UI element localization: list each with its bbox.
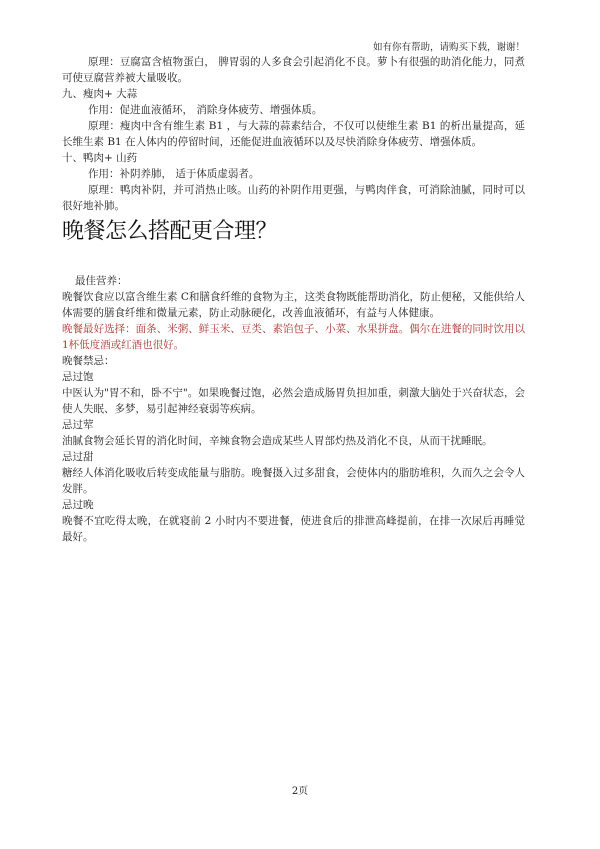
- taboo-text-overeating: 中医认为"胃不和，卧不宁"。如果晚餐过饱，必然会造成肠胃负担加重，刺激大脑处于兴奋状态，会使人失眠、多梦，易引起神经衰弱等疾病。: [62, 387, 525, 415]
- item-10-effect: 作用：补阴养肺， 适于体质虚弱者。: [88, 168, 260, 180]
- nutrition-text: 晚餐饮食应以富含维生素 C和膳食纤维的食物为主，这类食物既能帮助消化，防止便秘，又能供给人体需要的膳食纤维和微量元素，防止动脉硬化，改善血液循环，有益与人体健康。: [62, 291, 525, 319]
- download-note: 如有你有帮助，请购买下载，谢谢！: [372, 42, 525, 53]
- taboo-title-sweet: 忌过甜: [62, 451, 94, 463]
- page-number: 2页: [291, 786, 309, 797]
- taboo-text-sweet: 糖经人体消化吸收后转变成能量与脂肪。晚餐摄入过多甜食，会使体内的脂肪堆积，久而久之会令人发胖。: [62, 467, 525, 495]
- taboos-label: 晚餐禁忌：: [62, 355, 115, 367]
- taboo-title-overeating: 忌过饱: [62, 371, 94, 383]
- item-9-effect: 作用：促进血液循环， 消除身体疲劳、增强体质。: [88, 104, 323, 116]
- item-10-title: 十、鸭肉+ 山药: [62, 152, 138, 164]
- taboo-text-late: 晚餐不宜吃得太晚，在就寝前 2 小时内不要进餐，使进食后的排泄高峰提前，在排一次尿后再睡觉最好。: [62, 515, 525, 543]
- taboo-title-greasy: 忌过荤: [62, 419, 94, 431]
- taboo-text-greasy: 油腻食物会延长胃的消化时间，辛辣食物会造成某些人胃部灼热及消化不良，从而干扰睡眠。: [62, 435, 493, 447]
- item-10-principle: 原理：鸭肉补阴，并可消热止咳。山药的补阴作用更强，与鸭肉伴食，可消除油腻，同时可以很好地补肺。: [62, 184, 525, 212]
- item-9-title: 九、瘦肉+ 大蒜: [62, 88, 138, 100]
- document-body: [62, 54, 525, 545]
- dinner-heading: 晚餐怎么搭配更合理？: [62, 219, 278, 244]
- dinner-recommendation: 晚餐最好选择：面条、米粥、鲜玉米、豆类、素馅包子、小菜、水果拼盘。偶尔在进餐的同时饮用以1杯低度酒或红酒也很好。: [62, 323, 525, 351]
- tofu-radish-principle: 原理：豆腐富含植物蛋白， 脾胃弱的人多食会引起消化不良。萝卜有很强的助消化能力，同煮可使豆腐营养被大量吸收。: [62, 56, 525, 84]
- taboo-title-late: 忌过晚: [62, 499, 94, 511]
- best-nutrition-label: 最佳营养：: [75, 275, 128, 287]
- item-9-principle: 原理：瘦肉中含有维生素 B1 ，与大蒜的蒜素结合，不仅可以使维生素 B1 的析出量提高，延长维生素 B1 在人体内的停留时间，还能促进血液循环以及尽快消除身体疲劳、增强体质。: [62, 120, 525, 148]
